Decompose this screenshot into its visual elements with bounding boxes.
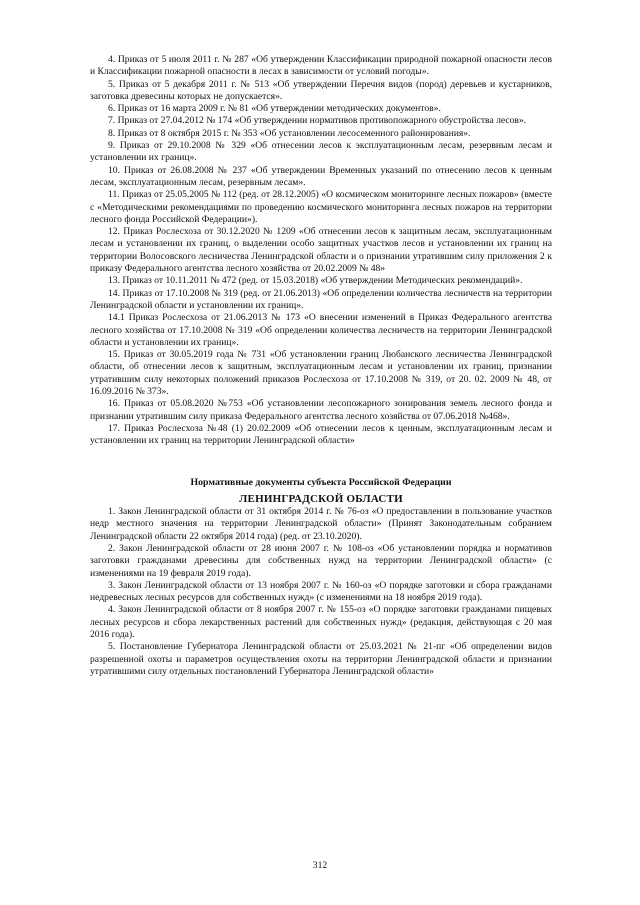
orders-list (90, 54, 552, 448)
order-item: 4. Приказ от 5 июля 2011 г. № 287 «Об утверждении Классификации природной пожарной опасности лесов и Классификации пожарной опасности в лесах в зависимости от условий погоды». (90, 54, 552, 78)
regional-doc-item: 4. Закон Ленинградской области от 8 ноября 2007 г. № 155-оз «О порядке заготовки гражданами пищевых лесных ресурсов и сбора лекарственных растений для собственных нужд» (редакция, действующая с 20 мая 2016 года). (90, 604, 552, 641)
section-heading (90, 477, 552, 506)
order-item: 10. Приказ от 26.08.2008 № 237 «Об утверждении Временных указаний по отнесению лесов к ценным лесам, эксплуатационным лесам, резервным лесам». (90, 164, 552, 188)
order-item: 16. Приказ от 05.08.2020 №753 «Об установлении лесопожарного зонирования земель лесного фонда и признании утратившим силу приказа Федерального агентства лесного хозяйства от 07.06.2018 №468». (90, 398, 552, 422)
section-title: Нормативные документы субъекта Российской Федерации (190, 476, 452, 488)
order-item: 17. Приказ Рослесхоза №48 (1) 20.02.2009 «Об отнесении лесов к ценным, эксплуатационным лесам и установлении их границ на территории Ленинградской области» (90, 422, 552, 447)
order-item: 13. Приказ от 10.11.2011 № 472 (ред. от 15.03.2018) «Об утверждении Методических рекомендаций». (108, 275, 523, 287)
regional-docs-list (90, 506, 552, 678)
order-item: 5. Приказ от 5 декабря 2011 г. № 513 «Об утверждении Перечня видов (пород) деревьев и кустарников, заготовка древесины которых не допускается». (90, 78, 552, 102)
order-item: 7. Приказ от 27.04.2012 № 174 «Об утверждении нормативов противопожарного обустройства лесов». (108, 115, 527, 127)
order-item: 15. Приказ от 30.05.2019 года № 731 «Об установлении границ Любанского лесничества Ленинградской области, об отнесении лесов к защитным, эксплуатационным лесам и установлении их границ, признании утратившим силу некоторых положений приказов Рослесхоза от 17.10.2008 № 319, от 20. 02. 2009 № 48, от 16.09.2016 № 373». (90, 349, 552, 398)
order-item: 14. Приказ от 17.10.2008 № 319 (ред. от 21.06.2013) «Об определении количества лесничеств на территории Ленинградской области и установлении их границ». (90, 287, 552, 311)
document-page (90, 54, 552, 678)
regional-doc-item: 2. Закон Ленинградской области от 28 июня 2007 г. № 108-оз «Об установлении порядка и нормативов заготовки гражданами древесины для собственных нужд на территории Ленинградской области» (с изменениями на 19 февраля 2019 года). (90, 542, 552, 579)
order-item: 9. Приказ от 29.10.2008 № 329 «Об отнесении лесов к эксплуатационным лесам, резервным лесам и установлении их границ». (90, 140, 552, 164)
order-item: 14.1 Приказ Рослесхоза от 21.06.2013 № 173 «О внесении изменений в Приказ Федерального агентства лесного хозяйства от 17.10.2008 № 319 «Об определении количества лесничеств на территории Ленинградской области и установлении их границ». (90, 312, 552, 348)
order-item: 12. Приказ Рослесхоза от 30.12.2020 № 1209 «Об отнесении лесов к защитным лесам, эксплуатационным лесам и установлении их границ, о выделении особо защитных участков лесов и установлении их границ на территории Волосовского лесничества Ленинградской области и о признании утратившим силу приложения 2 к приказу Федерального агентства лесного хозяйства от 20.02.2009 № 48» (90, 226, 552, 275)
regional-doc-item: 1. Закон Ленинградской области от 31 октября 2014 г. № 76-оз «О предоставлении в пользование участков недр местного значения на территории Ленинградской области» (Принят Законодательным собранием Ленинградской области 22 октября 2014 года) (ред. от 23.10.2020). (90, 506, 552, 542)
order-item: 11. Приказ от 25.05.2005 № 112 (ред. от 28.12.2005) «О космическом мониторинге лесных пожаров» (вместе с «Методическими рекомендациями по проведению космического мониторинга лесных пожаров на территории лесного фонда Российской Федерации»). (90, 189, 552, 225)
regional-doc-item: 5. Постановление Губернатора Ленинградской области от 25.03.2021 № 21-пг «Об определении видов разрешенной охоты и параметров осуществления охоты на территории Ленинградской области и признании утратившими силу отдельных постановлений Губернатора Ленинградской области» (90, 641, 552, 677)
page-number: 312 (312, 860, 328, 871)
regional-doc-item: 3. Закон Ленинградской области от 13 ноября 2007 г. № 160-оз «О порядке заготовки и сбора гражданами недревесных лесных ресурсов для собственных нужд» (с изменениями на 18 ноября 2019 года). (90, 579, 552, 604)
order-item: 8. Приказ от 8 октября 2015 г. № 353 «Об установлении лесосеменного районирования». (108, 127, 471, 139)
region-title: ЛЕНИНГРАДСКОЙ ОБЛАСТИ (239, 492, 403, 505)
order-item: 6. Приказ от 16 марта 2009 г. № 81 «Об утверждении методических документов». (108, 103, 441, 115)
